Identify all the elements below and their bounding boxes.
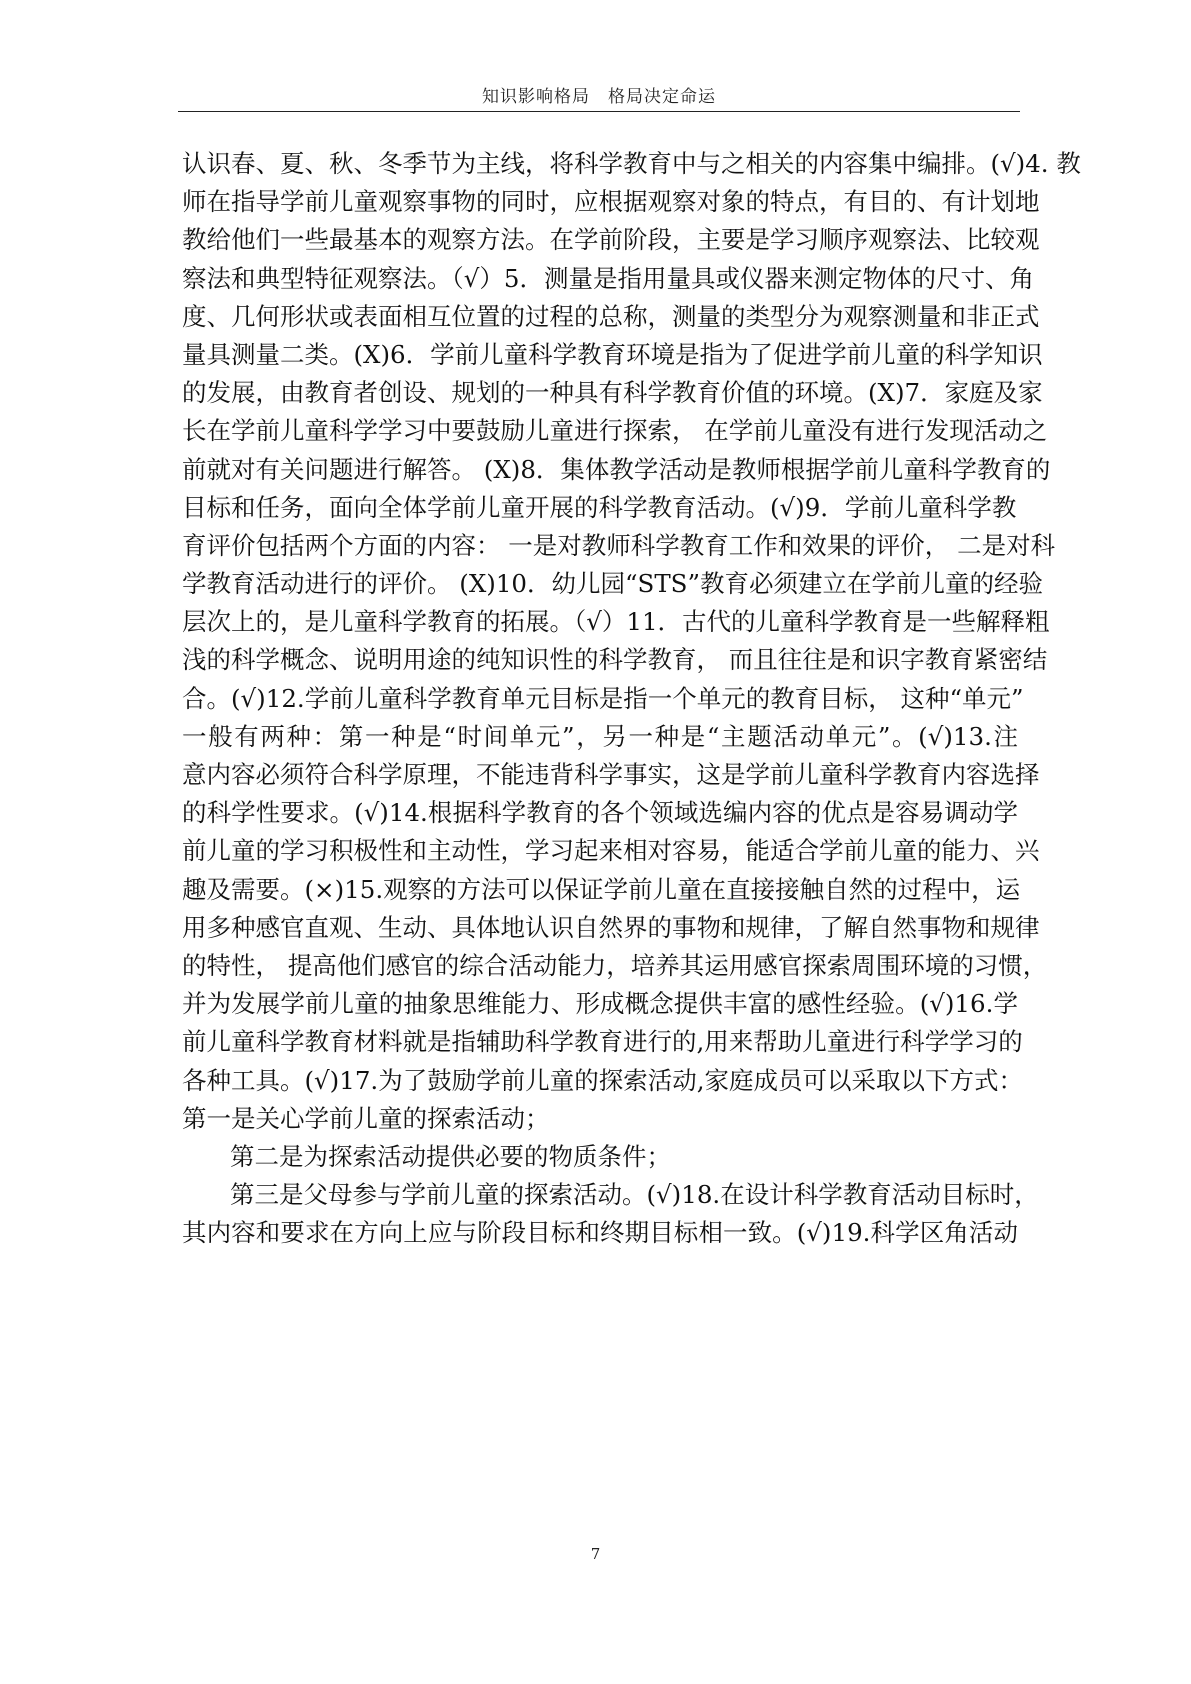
text-line: 度、几何形状或表面相互位置的过程的总称，测量的类型分为观察测量和非正式 [182,301,1040,331]
text-line: 第一是关心学前儿童的探索活动； [182,1103,550,1133]
text-line: 一般有两种：第一种是“时间单元”，另一种是“主题活动单元”。(√)13.注 [182,721,1018,751]
text-line: 其内容和要求在方向上应与阶段目标和终期目标相一致。(√)19.科学区角活动 [182,1218,1018,1248]
text-line: 层次上的，是儿童科学教育的拓展。（√）11．古代的儿童科学教育是一些解释粗 [182,607,1050,637]
text-line: 第三是父母参与学前儿童的探索活动。(√)18.在设计科学教育活动目标时， [230,1180,1039,1210]
text-line: 各种工具。(√)17.为了鼓励学前儿童的探索活动,家庭成员可以采取以下方式： [182,1065,1023,1095]
page-number: 7 [590,1545,601,1563]
text-line: 学教育活动进行的评价。 (X)10．幼儿园“STS”教育必须建立在学前儿童的经验 [182,569,1043,599]
text-line: 意内容必须符合科学原理，不能违背科学事实，这是学前儿童科学教育内容选择 [182,760,1040,789]
text-line: 用多种感官直观、生动、具体地认识自然界的事物和规律，了解自然事物和规律 [182,912,1040,942]
text-line: 认识春、夏、秋、冬季节为主线，将科学教育中与之相关的内容集中编排。(√)4. 教 [182,149,1081,178]
document-body [182,145,1081,1252]
text-line: 并为发展学前儿童的抽象思维能力、形成概念提供丰富的感性经验。(√)16.学 [182,989,1018,1019]
text-line: 察法和典型特征观察法。（√）5．测量是指用量具或仪器来测定物体的尺寸、角 [182,263,1034,293]
text-line: 长在学前儿童科学学习中要鼓励儿童进行探索， 在学前儿童没有进行发现活动之 [182,416,1048,446]
text-line: 的发展，由教育者创设、规划的一种具有科学教育价值的环境。(X)7．家庭及家 [182,378,1043,408]
text-line: 教给他们一些最基本的观察方法。在学前阶段，主要是学习顺序观察法、比较观 [182,225,1040,255]
running-header: 知识影响格局 格局决定命运 [482,87,716,107]
text-line: 浅的科学概念、说明用途的纯知识性的科学教育， 而且往往是和识字教育紧密结 [182,645,1048,675]
text-line: 前就对有关问题进行解答。 (X)8．集体教学活动是教师根据学前儿童科学教育的 [182,454,1051,484]
text-line: 前儿童科学教育材料就是指辅助科学教育进行的,用来帮助儿童进行科学学习的 [182,1027,1023,1057]
text-line: 前儿童的学习积极性和主动性，学习起来相对容易，能适合学前儿童的能力、兴 [182,836,1040,866]
text-line: 目标和任务，面向全体学前儿童开展的科学教育活动。(√)9．学前儿童科学教 [182,492,1017,522]
header-divider [178,111,1020,112]
text-line: 的科学性要求。(√)14.根据科学教育的各个领域选编内容的优点是容易调动学 [182,798,1018,828]
text-line: 合。(√)12.学前儿童科学教育单元目标是指一个单元的教育目标， 这种“单元” [182,683,1024,713]
text-line: 第二是为探索活动提供必要的物质条件； [230,1141,671,1171]
text-line: 育评价包括两个方面的内容： 一是对教师科学教育工作和效果的评价， 二是对科 [182,530,1056,560]
text-line: 师在指导学前儿童观察事物的同时，应根据观察对象的特点，有目的、有计划地 [182,187,1040,217]
text-line: 量具测量二类。(X)6．学前儿童科学教育环境是指为了促进学前儿童的科学知识 [182,339,1043,369]
text-line: 趣及需要。(×)15.观察的方法可以保证学前儿童在直接接触自然的过程中，运 [182,874,1021,904]
text-line: 的特性， 提高他们感官的综合活动能力，培养其运用感官探索周围环境的习惯， [182,950,1048,980]
